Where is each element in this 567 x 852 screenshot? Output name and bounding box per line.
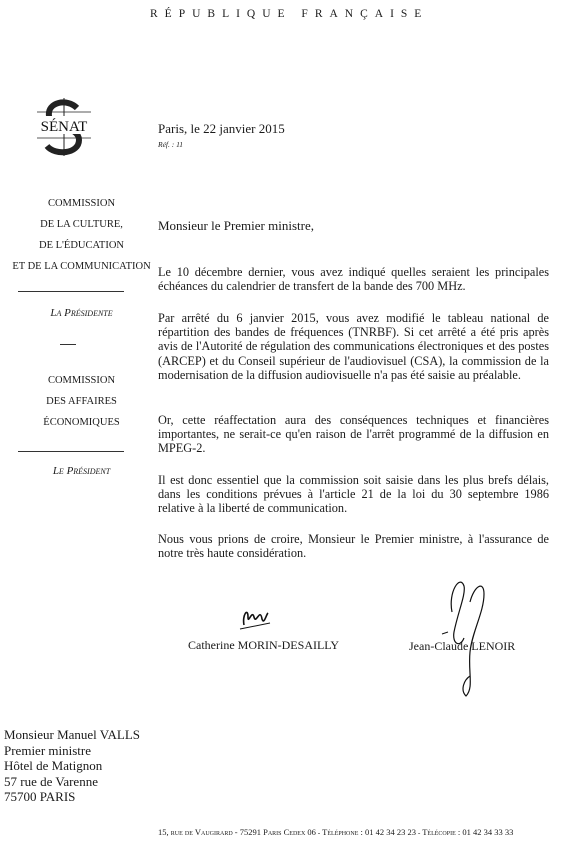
reference: Réf. : 11 — [158, 140, 184, 149]
signature-morin-desailly — [236, 595, 276, 635]
committee-economic-line: ÉCONOMIQUES — [43, 417, 120, 428]
paragraph: Par arrêté du 6 janvier 2015, vous avez modifié le tableau national de répartition des bandes de fréquences (TNRBF). Si cet arrêté a été pris après avis de l'Autorité de régulation des communications électroniques et des postes (ARCEP) et du Conseil supérieur de l'audiovisuel (CSA), la commission de la modernisation de la diffusion audiovisuelle n'a pas été saisie au préalable. — [158, 311, 549, 382]
committee-economic-line: DES AFFAIRES — [46, 396, 117, 407]
place-date: Paris, le 22 janvier 2015 — [158, 121, 285, 136]
committee-culture-line: DE LA CULTURE, — [40, 219, 123, 230]
republique-francaise-header: RÉPUBLIQUE FRANÇAISE — [150, 8, 429, 20]
senat-logo — [33, 96, 95, 158]
signer-name: Catherine MORIN-DESAILLY — [188, 638, 340, 652]
recipient-address — [4, 727, 140, 805]
salutation: Monsieur le Premier ministre, — [158, 218, 314, 233]
senat-logo-text: SÉNAT — [40, 119, 88, 135]
committee-economic — [0, 370, 163, 433]
role-president: Le Président — [52, 465, 111, 477]
paragraph: Le 10 décembre dernier, vous avez indiqué quelles seraient les principales échéances du calendrier de transfert de la bande des 700 MHz. — [158, 265, 549, 294]
paragraph: Or, cette réaffectation aura des conséquences techniques et financières importantes, ne serait-ce qu'en raison de l'arrêt programmé de la diffusion en MPEG-2. — [158, 413, 549, 456]
committee-culture-line: COMMISSION — [47, 198, 116, 209]
signer-name: Jean-Claude LENOIR — [409, 639, 516, 653]
committee-economic-line: COMMISSION — [47, 375, 116, 386]
recipient-line: 75700 PARIS — [4, 789, 76, 804]
recipient-line: Premier ministre — [4, 742, 92, 758]
paragraph: Nous vous prions de croire, Monsieur le Premier ministre, à l'assurance de notre très haute considération. — [158, 532, 549, 561]
footer-fax: Télécopie : 01 42 34 33 33 — [422, 827, 514, 837]
footer-phone: Téléphone : 01 42 34 23 23 — [322, 827, 416, 837]
divider — [18, 451, 124, 452]
committee-culture — [0, 193, 163, 277]
recipient-line: Monsieur Manuel VALLS — [4, 727, 141, 742]
footer-address: 15, rue de Vaugirard - 75291 Paris Cedex 06 — [158, 827, 316, 837]
recipient-line: Hôtel de Matignon — [4, 758, 103, 773]
role-presidente: La Présidente — [50, 307, 113, 319]
paragraph: Il est donc essentiel que la commission soit saisie dans les plus brefs délais, dans les conditions prévues à l'article 21 de la loi du 30 septembre 1986 relative à la liberté de communication. — [158, 473, 549, 516]
divider — [18, 291, 124, 292]
footer-contact: 15, rue de Vaugirard - 75291 Paris Cedex 06 - Téléphone : 01 42 34 23 23 - Télécopie : 01 42 34 33 33 — [158, 827, 514, 837]
recipient-line: 57 rue de Varenne — [4, 773, 98, 789]
divider-short — [60, 344, 76, 345]
committee-culture-line: ET DE LA COMMUNICATION — [12, 261, 151, 272]
committee-culture-line: DE L'ÉDUCATION — [38, 240, 124, 251]
signature-lenoir — [430, 572, 500, 702]
